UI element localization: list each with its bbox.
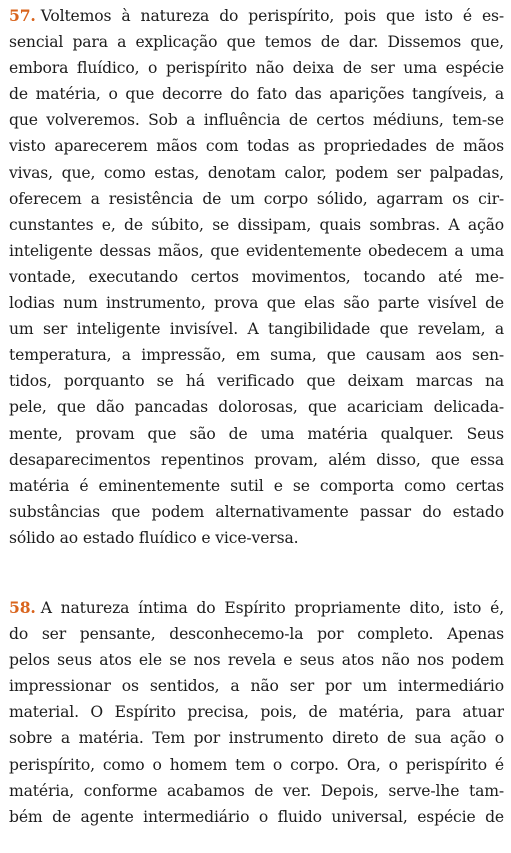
text-line: sólido ao estado fluídico e vice-versa. [9, 528, 299, 547]
text-line: mente, provam que são de uma matéria qualquer. Seus [9, 424, 504, 443]
text-line: sobre a matéria. Tem por instrumento direto de sua ação o [9, 729, 504, 748]
paragraph-57 [9, 3, 504, 551]
text-line: que volveremos. Sob a influência de certos médiuns, tem-se [9, 111, 504, 130]
text-line: cunstantes e, de súbito, se dissipam, quais sombras. A ação [9, 215, 504, 234]
text-line: visto aparecerem mãos com todas as propriedades de mãos [9, 137, 504, 156]
text-line [9, 595, 504, 621]
text-line: sencial para a explicação que temos de dar. Dissemos que, [9, 33, 504, 52]
paragraph-number: 58. [9, 598, 36, 617]
text-line: matéria, conforme acabamos de ver. Depois, serve-lhe tam- [9, 781, 504, 800]
text-line: um ser inteligente invisível. A tangibilidade que revelam, a [9, 320, 504, 339]
text-line: vontade, executando certos movimentos, tocando até me- [9, 267, 504, 286]
text-line: de matéria, o que decorre do fato das aparições tangíveis, a [9, 85, 504, 104]
line-text: Voltemos à natureza do perispírito, pois que isto é es- [40, 7, 504, 25]
text-line: perispírito, como o homem tem o corpo. Ora, o perispírito é [9, 755, 504, 774]
text-line: vivas, que, como estas, denotam calor, podem ser palpadas, [9, 163, 504, 182]
text-line: matéria é eminentemente sutil e se comporta como certas [9, 476, 504, 495]
text-line: do ser pensante, desconhecemo-la por completo. Apenas [9, 625, 504, 644]
text-line: substâncias que podem alternativamente passar do estado [9, 502, 504, 521]
paragraph-number: 57. [9, 6, 36, 25]
text-line: inteligente dessas mãos, que evidentemente obedecem a uma [9, 241, 504, 260]
text-line: embora fluídico, o perispírito não deixa de ser uma espécie [9, 59, 504, 78]
text-line [9, 3, 504, 29]
line-text: A natureza íntima do Espírito propriamente dito, isto é, [40, 599, 504, 617]
text-line: bém de agente intermediário o fluido universal, espécie de [9, 807, 504, 826]
text-line: pelos seus atos ele se nos revela e seus atos não nos podem [9, 651, 504, 670]
text-line: lodias num instrumento, prova que elas são parte visível de [9, 294, 504, 313]
text-line: temperatura, a impressão, em suma, que causam aos sen- [9, 346, 504, 365]
text-line: pele, que dão pancadas dolorosas, que acariciam delicada- [9, 398, 504, 417]
text-line: desaparecimentos repentinos provam, além disso, que essa [9, 450, 504, 469]
text-line: tidos, porquanto se há verificado que deixam marcas na [9, 372, 504, 391]
paragraph-58 [9, 595, 504, 830]
text-line: material. O Espírito precisa, pois, de matéria, para atuar [9, 703, 504, 722]
text-line: oferecem a resistência de um corpo sólido, agarram os cir- [9, 189, 504, 208]
text-line: impressionar os sentidos, a não ser por um intermediário [9, 677, 504, 696]
